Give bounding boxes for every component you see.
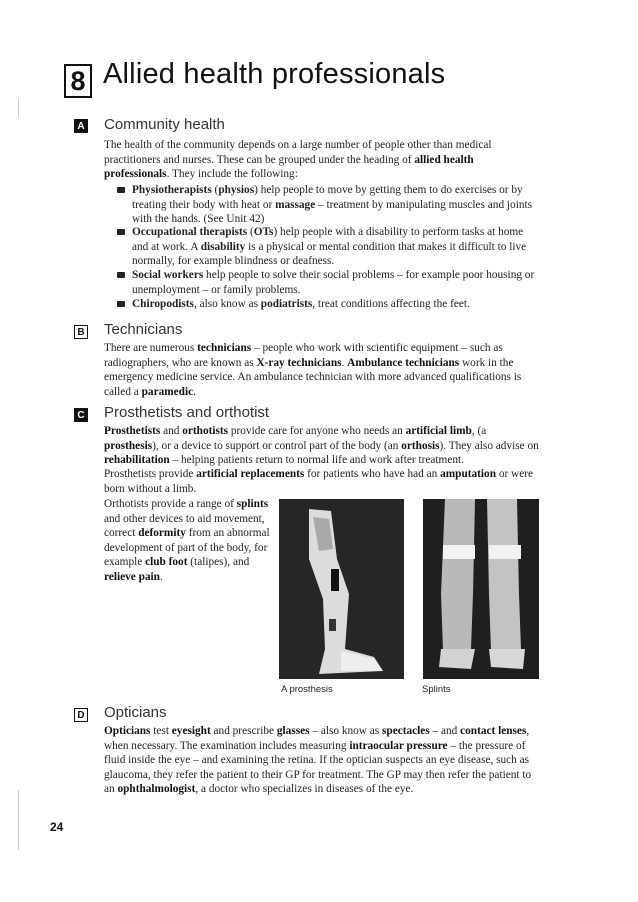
section-d-text: Opticians test eyesight and prescribe glasses – also know as spectacles – and contact lenses, when necessary. The examination includes measuring intraocular pressure – the pressure of fluid inside the eye – and examining the retina. If the optician suspects an eye disease, such as glaucoma, they refer the patient to their GP for treatment. The GP may then refer the patient to an ophthalmologist, a doctor who specializes in diseases of the eye. [104,725,532,796]
section-d-title: Opticians [104,704,167,721]
bullet-item-social-workers: Social workers help people to solve their social problems – for example poor housing or unemployment – or family problems. [117,268,539,297]
unit-number: 8 [70,65,86,96]
prosthesis-illustration [279,499,404,679]
page-number: 24 [50,820,64,834]
section-b-marker: B [74,325,88,339]
bullet-item-chiropodists: Chiropodists, also know as podiatrists, treat conditions affecting the feet. [117,297,539,312]
section-b-text: There are numerous technicians – people who work with scientific equipment – such as radiographers, who are known as X-ray technicians. Ambulance technicians work in the emergency medicine service. An ambulance technician with more advanced qualifications is called a paramedic. [104,342,522,398]
section-b-title: Technicians [104,321,183,338]
bullet-icon [117,272,125,278]
section-c-marker: C [74,408,88,422]
section-a-title: Community health [104,116,225,133]
section-c-para-1: Prosthetists and orthotists provide care for anyone who needs an artificial limb, (a prosthesis), or a device to support or control part of the body (an orthosis). They also advise on rehabilitation – helping patients return to normal life and work after treatment. [104,425,539,467]
section-c-para-2: Prosthetists provide artificial replacements for patients who have had an amputation or were born without a limb. [104,468,534,495]
section-a-intro: The health of the community depends on a large number of people other than medical practitioners and nurses. These can be grouped under the heading of allied health professionals. They include the following: [104,139,492,181]
splints-illustration [423,499,539,679]
prosthesis-caption: A prosthesis [281,684,333,695]
bullet-item-occupational-therapists: Occupational therapists (OTs) help people with a disability to perform tasks at home and at work. A disability is a physical or mental condition that makes it difficult to live normally, for example blindness or deafness. [117,225,539,269]
unit-number-box [64,64,92,98]
margin-rule-bottom [18,790,19,850]
section-d-marker: D [74,708,88,722]
margin-rule-top [18,98,19,118]
unit-title: Allied health professionals [103,58,446,90]
splints-photo [423,499,539,679]
bullet-icon [117,229,125,235]
bullet-icon [117,301,125,307]
section-c-para-3: Orthotists provide a range of splints and other devices to aid movement, correct deformity from an abnormal development of part of the body, for example club foot (talipes), and relieve pain. [104,498,270,583]
splints-caption: Splints [422,684,451,695]
bullet-icon [117,187,125,193]
section-a-marker: A [74,119,88,133]
section-c-title: Prosthetists and orthotist [104,404,270,421]
bullet-item-physiotherapists: Physiotherapists (physios) help people to move by getting them to do exercises or by treating their body with heat or massage – treatment by manipulating muscles and joints with the hands. (See Unit 42) [117,183,539,227]
prosthesis-photo [279,499,404,679]
